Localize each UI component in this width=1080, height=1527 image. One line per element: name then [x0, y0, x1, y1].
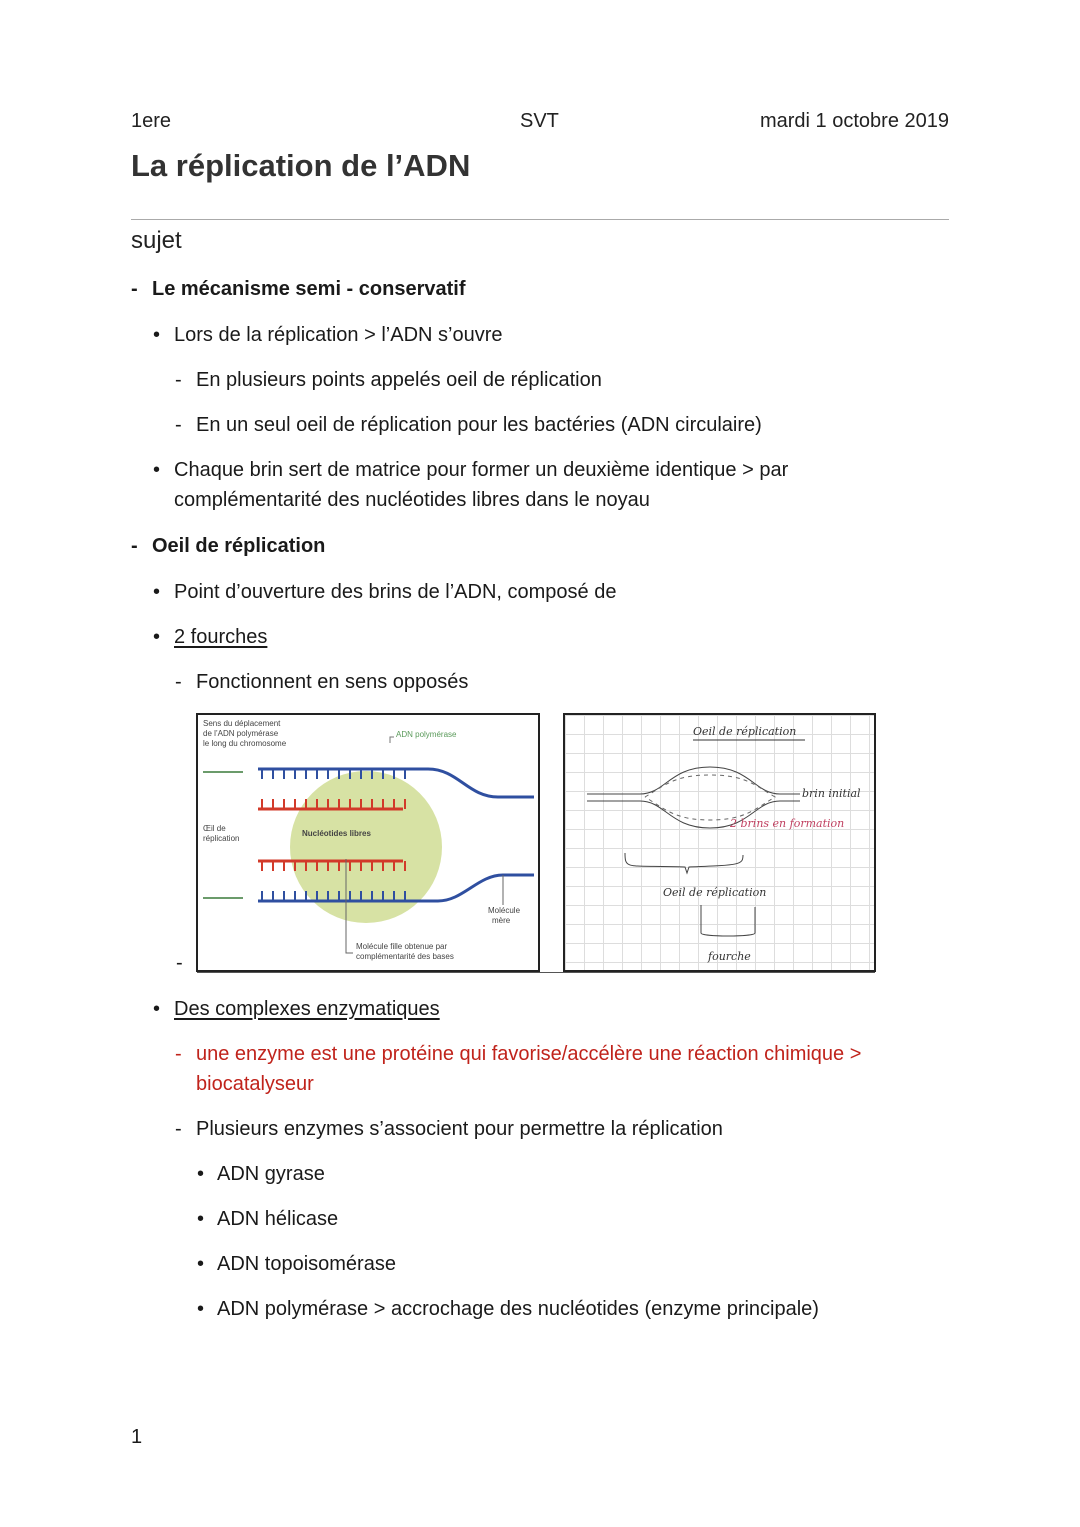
header-class: 1ere [131, 110, 172, 132]
dash-marker: - [175, 1043, 182, 1065]
definition-text: une enzyme est une protéine qui favorise/accélère une réaction chimique > [196, 1043, 862, 1065]
svg-text:Molécule: Molécule [488, 906, 521, 915]
dna-replication-diagram [196, 713, 540, 972]
enzyme-item: ADN gyrase [217, 1163, 325, 1185]
bullet-marker: • [197, 1208, 205, 1230]
svg-text:complémentarité des bases: complémentarité des bases [356, 952, 454, 961]
list-item: Fonctionnent en sens opposés [196, 671, 469, 693]
page-title: La réplication de l’ADN [131, 148, 471, 183]
divider [131, 219, 949, 220]
svg-text:Molécule fille obtenue par: Molécule fille obtenue par [356, 942, 448, 951]
dash-marker: - [175, 414, 182, 436]
svg-text:brin initial: brin initial [802, 787, 861, 800]
dash-marker: - [131, 278, 138, 300]
bullet-marker: • [153, 324, 161, 346]
bullet-marker: • [153, 626, 161, 648]
list-item: Point d’ouverture des brins de l’ADN, composé de [174, 581, 617, 603]
list-item: Des complexes enzymatiques [174, 998, 440, 1020]
svg-text:Nucléotides libres: Nucléotides libres [302, 829, 371, 838]
svg-text:le long du chromosome: le long du chromosome [203, 739, 287, 748]
svg-text:Œil de: Œil de [203, 824, 226, 833]
section-label: sujet [131, 227, 182, 254]
heading-oeil: Oeil de réplication [152, 535, 326, 557]
heading-semi-conservatif: Le mécanisme semi - conservatif [152, 278, 466, 300]
list-item: 2 fourches [174, 626, 268, 648]
svg-text:fourche: fourche [708, 950, 751, 963]
list-item: Chaque brin sert de matrice pour former un deuxième identique > par [174, 459, 789, 481]
dash-marker: - [175, 369, 182, 391]
enzyme-item: ADN hélicase [217, 1208, 339, 1230]
bullet-marker: • [197, 1298, 205, 1320]
list-item: Lors de la réplication > l’ADN s’ouvre [174, 324, 503, 346]
enzyme-item: ADN topoisomérase [217, 1253, 396, 1275]
list-item: En un seul oeil de réplication pour les bactéries (ADN circulaire) [196, 414, 762, 436]
svg-text:réplication: réplication [203, 834, 240, 843]
dash-marker: - [175, 671, 182, 693]
svg-text:2 brins en formation: 2 brins en formation [730, 817, 845, 830]
dash-marker: - [131, 535, 138, 557]
enzyme-item: ADN polymérase > accrochage des nucléotides (enzyme principale) [217, 1298, 819, 1320]
svg-text:de l’ADN polymérase: de l’ADN polymérase [203, 729, 279, 738]
svg-text:mère: mère [492, 916, 511, 925]
svg-text:Sens du déplacement: Sens du déplacement [203, 719, 281, 728]
dash-marker: - [175, 1118, 182, 1140]
handwritten-sketch [563, 713, 876, 972]
bullet-marker: • [197, 1253, 205, 1275]
svg-text:Oeil de réplication: Oeil de réplication [693, 725, 797, 738]
list-item: En plusieurs points appelés oeil de réplication [196, 369, 602, 391]
bullet-marker: • [153, 998, 161, 1020]
header-date: mardi 1 octobre 2019 [759, 110, 949, 132]
page-number: 1 [131, 1426, 143, 1448]
list-item: Plusieurs enzymes s’associent pour permettre la réplication [196, 1118, 723, 1140]
svg-text:ADN polymérase: ADN polymérase [396, 730, 457, 739]
svg-text:Oeil de réplication: Oeil de réplication [663, 886, 767, 899]
definition-text: biocatalyseur [196, 1073, 314, 1095]
list-item: complémentarité des nucléotides libres dans le noyau [174, 489, 650, 511]
bullet-marker: • [153, 459, 161, 481]
dash-marker: - [176, 952, 183, 974]
header-subject: SVT [520, 110, 559, 132]
bullet-marker: • [153, 581, 161, 603]
bullet-marker: • [197, 1163, 205, 1185]
